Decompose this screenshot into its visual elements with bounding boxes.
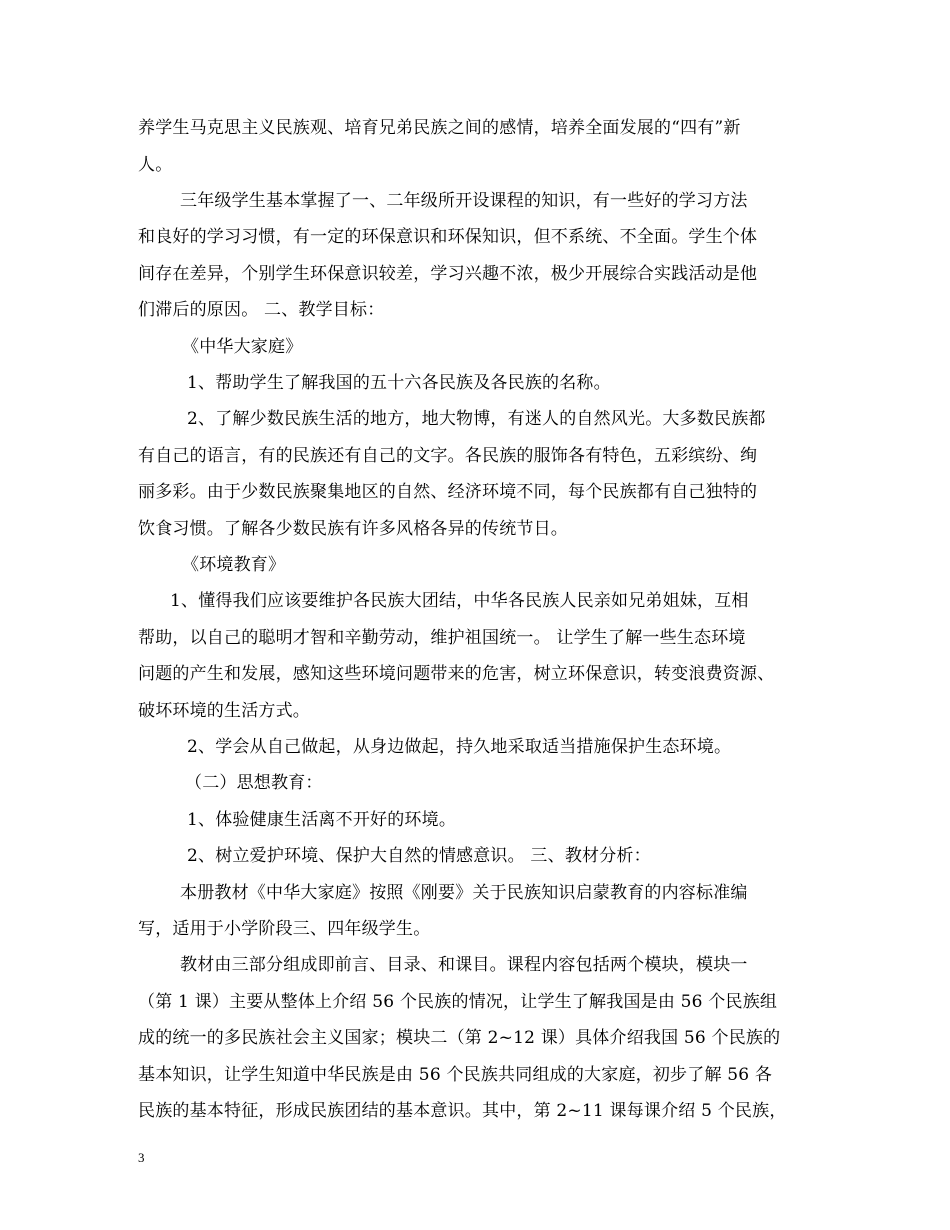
text-line: 民族的基本特征，形成民族团结的基本意识。其中，第 2~11 课每课介绍 5 个民族， xyxy=(138,1101,787,1121)
text-line: 和良好的学习习惯，有一定的环保意识和环保知识，但不系统、不全面。学生个体 xyxy=(138,227,758,247)
text-line: 写，适用于小学阶段三、四年级学生。 xyxy=(138,919,431,939)
text-line: 基本知识，让学生知道中华民族是由 56 个民族共同组成的大家庭，初步了解 56 各 xyxy=(138,1065,773,1085)
page-number: 3 xyxy=(138,1150,145,1165)
text-line: 本册教材《中华大家庭》按照《刚要》关于民族知识启蒙教育的内容标准编 xyxy=(180,883,748,903)
text-line: 问题的产生和发展，感知这些环境问题带来的危害，树立环保意识，转变浪费资源、 xyxy=(138,664,775,684)
text-line: 1、体验健康生活离不开好的环境。 xyxy=(187,810,457,830)
section-heading: 《中华大家庭》 xyxy=(182,337,303,357)
text-line: 人。 xyxy=(138,155,173,175)
text-line: 有自己的语言，有的民族还有自己的文字。各民族的服饰各有特色，五彩缤纷、绚 xyxy=(138,446,758,466)
text-line: 间存在差异，个别学生环保意识较差，学习兴趣不浓，极少开展综合实践活动是他 xyxy=(138,264,758,284)
text-line: 2、学会从自己做起，从身边做起，持久地采取适当措施保护生态环境。 xyxy=(187,737,732,757)
text-line: 三年级学生基本掌握了一、二年级所开设课程的知识，有一些好的学习方法 xyxy=(180,191,748,211)
text-line: 1、懂得我们应该要维护各民族大团结，中华各民族人民亲如兄弟姐妹，互相 xyxy=(170,591,749,611)
text-line: 2、了解少数民族生活的地方，地大物博，有迷人的自然风光。大多数民族都 xyxy=(187,409,766,429)
text-line: 破坏环境的生活方式。 xyxy=(138,701,310,721)
text-line: 丽多彩。由于少数民族聚集地区的自然、经济环境不同，每个民族都有自己独特的 xyxy=(138,482,758,502)
text-line: 1、帮助学生了解我国的五十六各民族及各民族的名称。 xyxy=(187,373,611,393)
text-line: （第 1 课）主要从整体上介绍 56 个民族的情况，让学生了解我国是由 56 个民族组 xyxy=(138,992,778,1012)
text-line: 帮助，以自己的聪明才智和辛勤劳动，维护祖国统一。 让学生了解一些生态环境 xyxy=(138,628,746,648)
text-line: 成的统一的多民族社会主义国家；模块二（第 2~12 课）具体介绍我国 56 个民族的 xyxy=(138,1028,781,1048)
text-line: 养学生马克思主义民族观、培育兄弟民族之间的感情，培养全面发展的“四有”新 xyxy=(138,118,741,138)
section-heading: 《环境教育》 xyxy=(182,555,286,575)
text-line: 饮食习惯。了解各少数民族有许多风格各异的传统节日。 xyxy=(138,519,568,539)
text-line: 们滞后的原因。 二、教学目标： xyxy=(138,300,385,320)
text-line: 教材由三部分组成即前言、目录、和课目。课程内容包括两个模块，模块一 xyxy=(180,955,748,975)
section-heading: （二）思想教育： xyxy=(185,773,323,793)
text-line: 2、树立爱护环境、保护大自然的情感意识。 三、教材分析： xyxy=(187,846,651,866)
